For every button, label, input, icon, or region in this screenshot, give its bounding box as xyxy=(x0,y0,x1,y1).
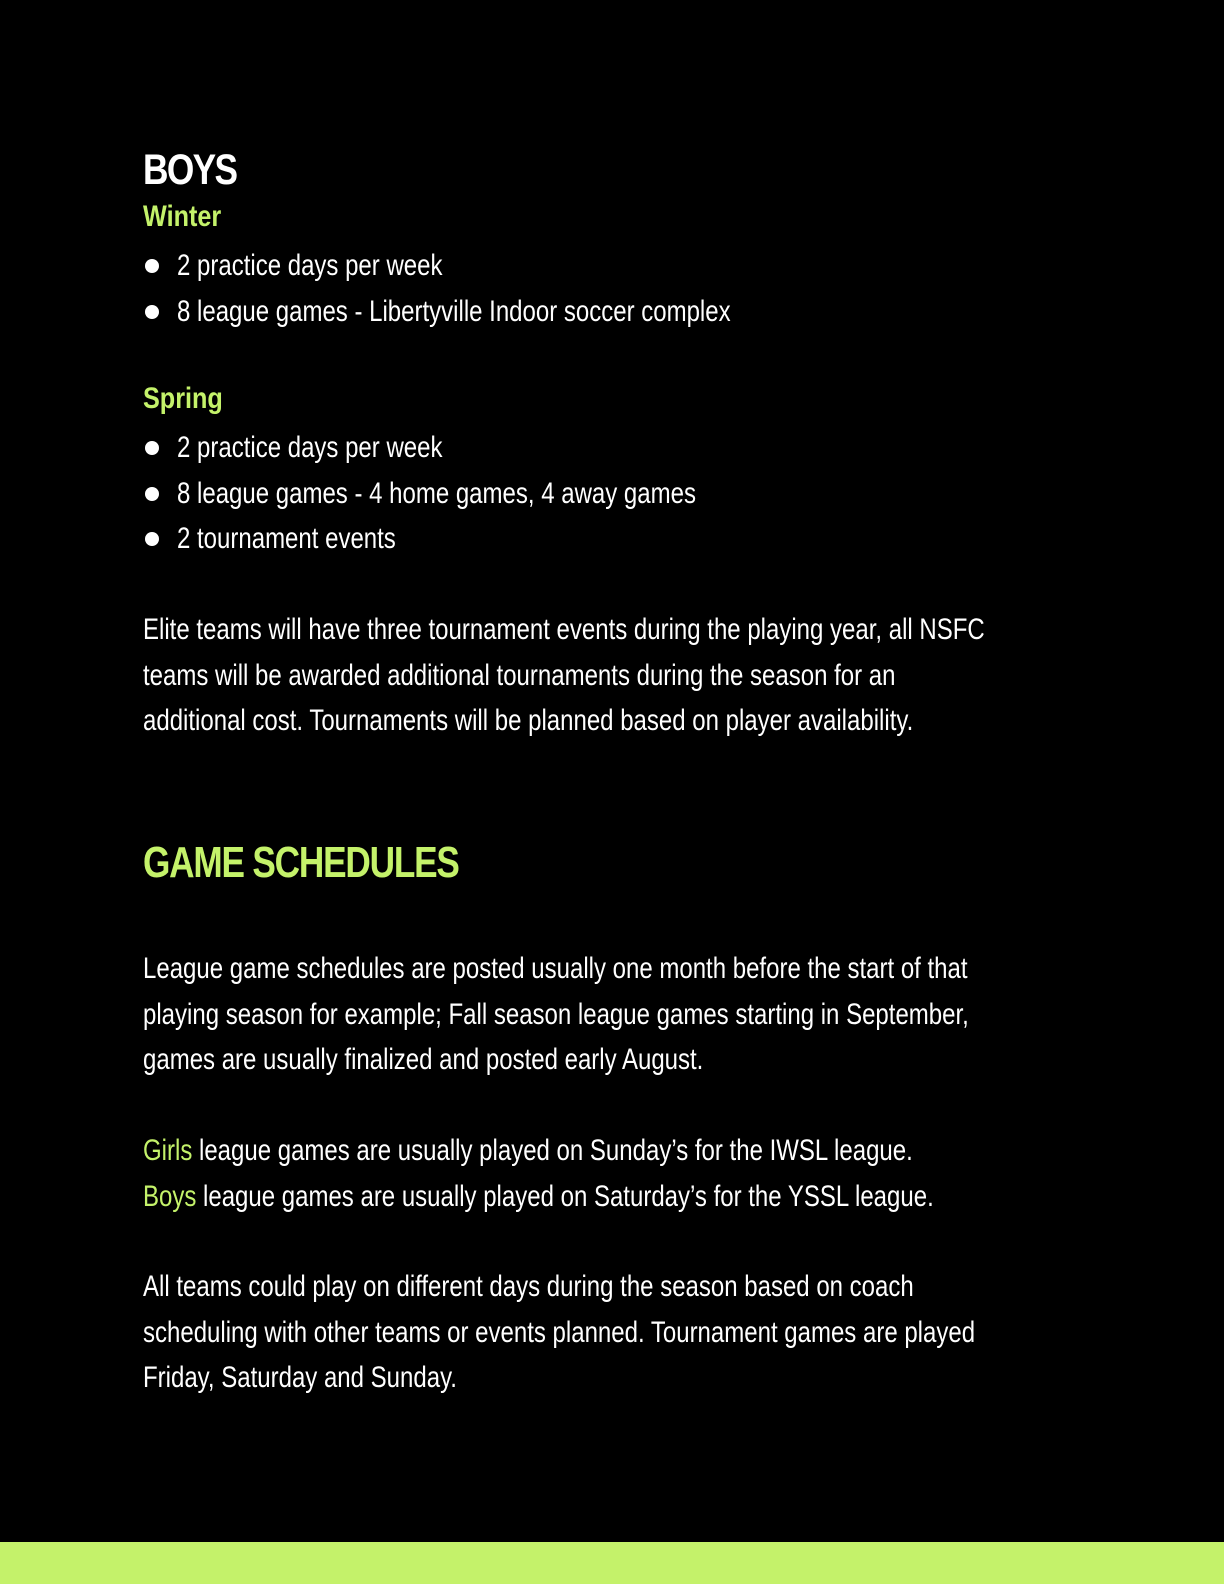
bullet-icon xyxy=(145,532,159,546)
elite-note-paragraph xyxy=(143,607,1195,744)
girls-label: Girls xyxy=(143,1134,193,1167)
league-days-paragraph xyxy=(143,1128,1131,1219)
list-item-text: 2 tournament events xyxy=(177,522,396,555)
bullet-icon xyxy=(145,305,159,319)
bullet-icon xyxy=(145,487,159,501)
paragraph-line: Friday, Saturday and Sunday. xyxy=(143,1361,457,1394)
boys-league-text: league games are usually played on Saturday’s for the YSSL league. xyxy=(196,1179,934,1213)
schedule-closing-paragraph xyxy=(143,1264,1183,1401)
bullet-icon xyxy=(145,441,159,455)
girls-league-text: league games are usually played on Sunday’s for the IWSL league. xyxy=(192,1134,913,1167)
bullet-icon xyxy=(145,259,159,273)
paragraph-line: Elite teams will have three tournament events during the playing year, all NSFC xyxy=(143,613,985,646)
list-item-text: 2 practice days per week xyxy=(177,249,443,282)
game-schedules-heading: GAME SCHEDULES xyxy=(143,838,459,887)
list-item-text: 8 league games - Libertyville Indoor soccer complex xyxy=(177,294,731,328)
footer-accent-bar xyxy=(0,1542,1224,1584)
boys-league-line xyxy=(143,1174,934,1220)
spring-label: Spring xyxy=(143,382,223,415)
boys-heading: BOYS xyxy=(143,146,237,194)
paragraph-line: scheduling with other teams or events planned. Tournament games are played xyxy=(143,1315,976,1349)
winter-label: Winter xyxy=(143,200,222,233)
paragraph-line: playing season for example; Fall season league games starting in September, xyxy=(143,997,969,1031)
boys-label: Boys xyxy=(143,1179,197,1213)
schedule-intro-paragraph xyxy=(143,946,1175,1083)
paragraph-line: teams will be awarded additional tournaments during the season for an xyxy=(143,658,896,692)
paragraph-line: All teams could play on different days during the season based on coach xyxy=(143,1270,914,1303)
list-item-text: 8 league games - 4 home games, 4 away games xyxy=(177,476,696,510)
girls-league-line xyxy=(143,1128,934,1174)
paragraph-line: games are usually finalized and posted early August. xyxy=(143,1043,704,1076)
list-item-text: 2 practice days per week xyxy=(177,431,443,464)
paragraph-line: League game schedules are posted usually one month before the start of that xyxy=(143,952,968,985)
paragraph-line: additional cost. Tournaments will be planned based on player availability. xyxy=(143,704,914,737)
